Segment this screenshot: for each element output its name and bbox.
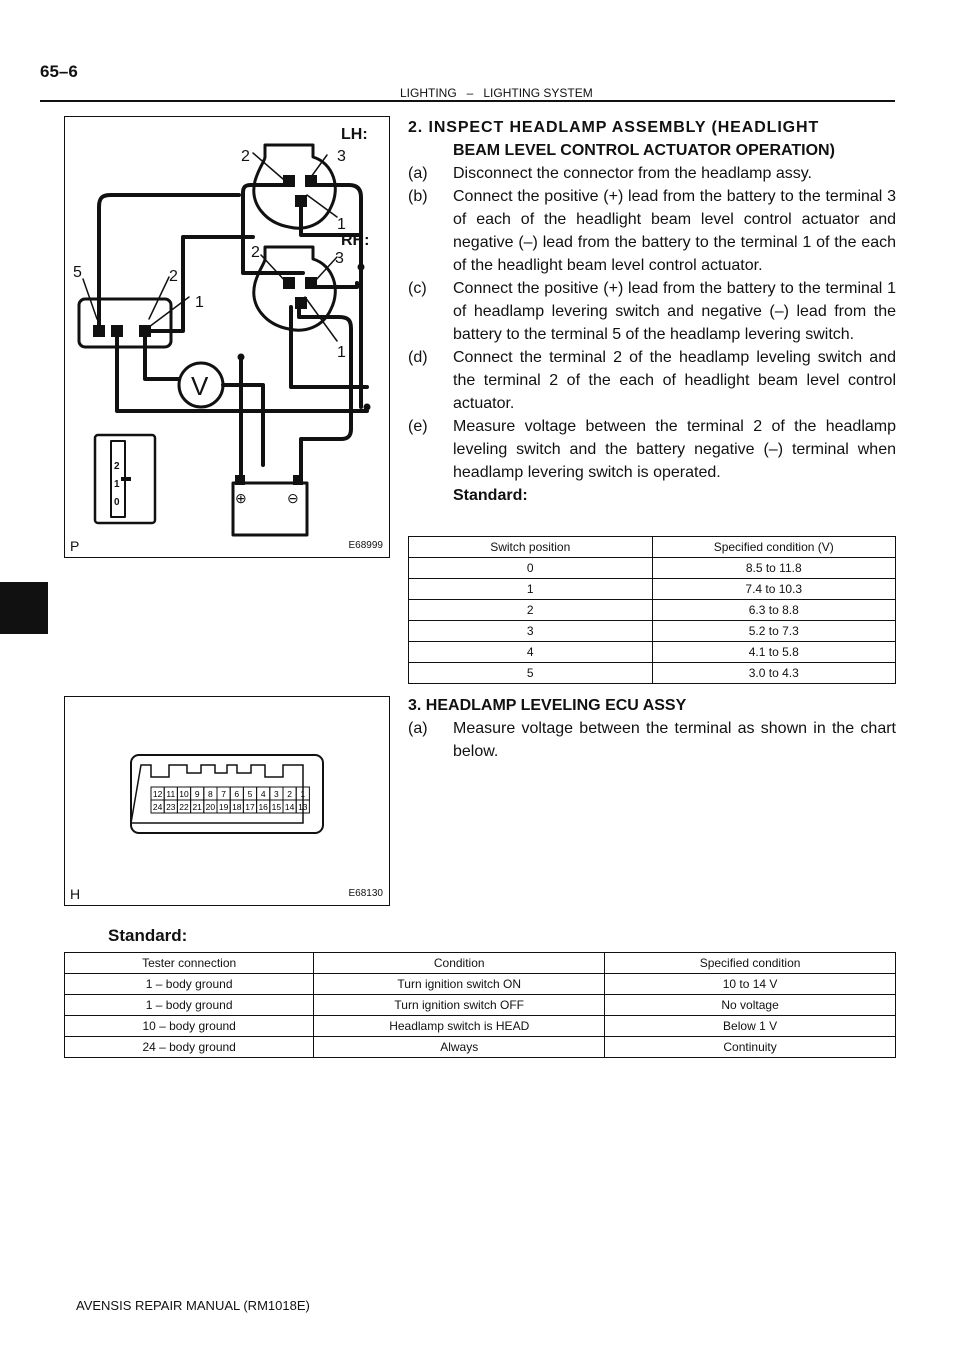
- step-2-item-e: (e) Measure voltage between the terminal 2 of the headlamp leveling switch and the battery negative (–) terminal when headlamp levering switch is operated.: [408, 418, 896, 481]
- pin-number: 13: [298, 802, 308, 812]
- table-row: 1 7.4 to 10.3: [409, 579, 896, 600]
- section-title: LIGHTING: [400, 86, 457, 100]
- pin-number: 3: [274, 789, 279, 799]
- battery-plus: ⊕: [235, 490, 247, 506]
- label-switch-2: 2: [169, 268, 178, 285]
- step-3-section: [408, 694, 896, 763]
- pin-number: 10: [179, 789, 189, 799]
- step-2-item-a: (a) Disconnect the connector from the headlamp assy.: [408, 165, 812, 182]
- table-row: 1 – body ground Turn ignition switch ON 10 to 14 V: [65, 974, 896, 995]
- wiring-diagram-svg: [65, 117, 389, 557]
- dial-0: 0: [114, 497, 120, 508]
- pin-number: 23: [166, 802, 176, 812]
- label-lh: LH:: [341, 126, 368, 143]
- pin-number: 12: [152, 789, 163, 799]
- step-3-item-a: (a) Measure voltage between the terminal as shown in the chart below.: [408, 720, 896, 760]
- page-number: 65–6: [40, 62, 78, 81]
- label-switch-5: 5: [73, 264, 82, 281]
- wiring-diagram-figure: [64, 116, 390, 558]
- figure-1-corner-letter: P: [70, 538, 80, 554]
- pin-number: 8: [208, 789, 213, 799]
- pin-number: 21: [192, 802, 202, 812]
- pin-number: 20: [205, 802, 216, 812]
- table-header-row: [409, 537, 896, 558]
- pin-number: 9: [194, 789, 200, 799]
- step-3-heading: 3. HEADLAMP LEVELING ECU ASSY: [408, 697, 687, 714]
- pin-number: 6: [234, 789, 240, 799]
- dial-2: 2: [114, 461, 120, 472]
- pin-number: 1: [300, 789, 306, 799]
- figure-2-corner-letter: H: [70, 886, 81, 902]
- table-row: 0 8.5 to 11.8: [409, 558, 896, 579]
- header-rule: [40, 100, 895, 102]
- table-row: 1 – body ground Turn ignition switch OFF No voltage: [65, 995, 896, 1016]
- table-row: 5 3.0 to 4.3: [409, 663, 896, 684]
- label-switch-1: 1: [195, 294, 204, 311]
- pin-number: 11: [166, 789, 176, 799]
- pin-number: 22: [179, 802, 189, 812]
- pin-grid: [151, 787, 309, 813]
- label-rh-1: 1: [337, 344, 346, 361]
- pin-number: 24: [152, 802, 163, 812]
- step-2-item-b: (b) Connect the positive (+) lead from the battery to the terminal 3 of each of the headlight beam level control actuator and negative (–) lead from the battery to the terminal 1 of the each of the headlight beam level control actuator.: [408, 188, 896, 274]
- table-row: 24 – body ground Always Continuity: [65, 1037, 896, 1058]
- table-row: 4 4.1 to 5.8: [409, 642, 896, 663]
- pin-number: 4: [260, 789, 266, 799]
- ecu-connector-figure: [64, 696, 390, 906]
- label-rh-3: 3: [335, 250, 344, 267]
- table-header-cell: Tester connection: [65, 953, 314, 974]
- dial-1: 1: [114, 479, 120, 490]
- header-section: [400, 86, 593, 100]
- pin-number: 18: [232, 802, 242, 812]
- ecu-connector-svg: [65, 697, 389, 905]
- figure-2-id: E68130: [348, 888, 383, 899]
- table-header-row: [65, 953, 896, 974]
- step-2-heading: 2. INSPECT HEADLAMP ASSEMBLY (HEADLIGHT: [408, 119, 820, 136]
- battery-minus: ⊖: [287, 490, 299, 506]
- label-rh-2: 2: [251, 244, 260, 261]
- header-separator: –: [466, 86, 474, 100]
- manual-footer: AVENSIS REPAIR MANUAL (RM1018E): [76, 1298, 310, 1313]
- step-2-item-c: (c) Connect the positive (+) lead from the battery to the terminal 1 of headlamp levering switch and negative (–) lead from the battery to the terminal 5 of the headlamp levering switch.: [408, 280, 896, 343]
- table-header-cell: Switch position: [409, 537, 653, 558]
- table-header-cell: Condition: [314, 953, 605, 974]
- label-lh-3: 3: [337, 148, 346, 165]
- pin-number: 19: [218, 802, 229, 812]
- pin-number: 2: [287, 789, 292, 799]
- ecu-terminal-table: [64, 952, 896, 1058]
- voltmeter-symbol: V: [191, 371, 209, 401]
- step-3-standard-label: Standard:: [108, 926, 188, 945]
- pin-number: 7: [221, 789, 226, 799]
- switch-position-table: [408, 536, 896, 684]
- subsection-title: LIGHTING SYSTEM: [483, 86, 593, 100]
- step-2-section: [408, 116, 896, 507]
- pin-number: 17: [245, 802, 255, 812]
- step-2-item-d: (d) Connect the terminal 2 of the headlamp leveling switch and the terminal 2 of the each of headlight beam level control actuator.: [408, 349, 896, 412]
- pin-number: 15: [271, 802, 282, 812]
- pin-number: 14: [284, 802, 295, 812]
- step-2-standard-label: Standard:: [453, 487, 528, 504]
- pin-number: 5: [247, 789, 253, 799]
- label-rh: RH:: [341, 232, 370, 249]
- table-row: 3 5.2 to 7.3: [409, 621, 896, 642]
- side-tab-marker: [0, 582, 48, 634]
- label-lh-2: 2: [241, 148, 250, 165]
- step-2-heading-line2: BEAM LEVEL CONTROL ACTUATOR OPERATION): [453, 142, 835, 159]
- table-row: 2 6.3 to 8.8: [409, 600, 896, 621]
- figure-1-id: E68999: [348, 540, 383, 551]
- label-lh-1: 1: [337, 216, 346, 233]
- table-row: 10 – body ground Headlamp switch is HEAD Below 1 V: [65, 1016, 896, 1037]
- table-header-cell: Specified condition: [605, 953, 896, 974]
- table-header-cell: Specified condition (V): [652, 537, 896, 558]
- pin-number: 16: [258, 802, 268, 812]
